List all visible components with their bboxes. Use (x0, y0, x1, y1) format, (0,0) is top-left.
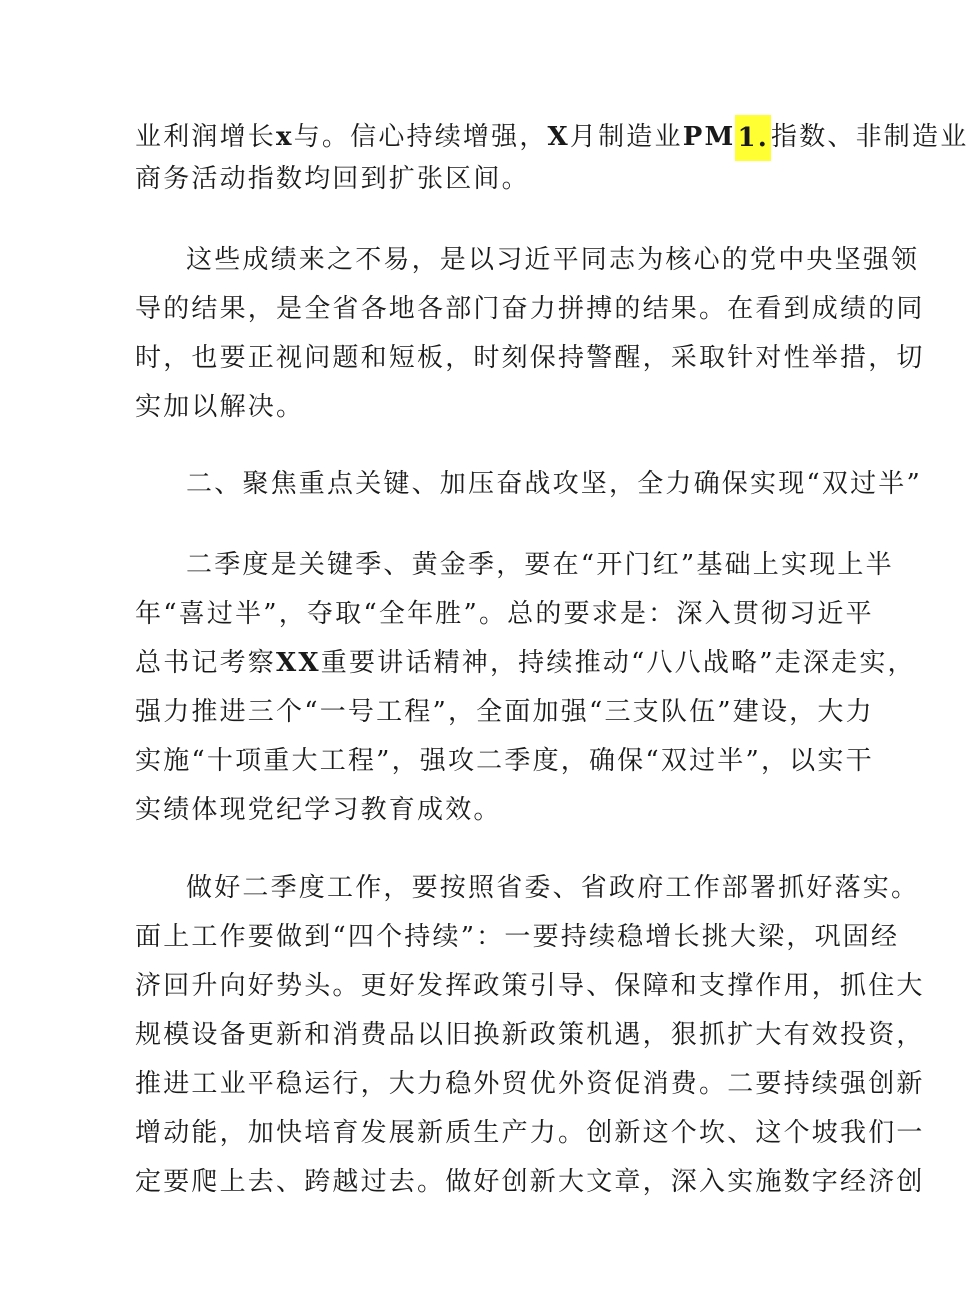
text-run-bold: x (276, 122, 294, 152)
text-run-bold: XX (276, 648, 321, 678)
text-run: 重要讲话精神，持续推动“八八战略”走深走实， (320, 648, 916, 678)
paragraph-3-line-4: 强力推进三个“一号工程”，全面加强“三支队伍”建设，大力 (135, 697, 874, 727)
text-run: 总书记考察 (135, 648, 277, 678)
paragraph-1-line-2: 商务活动指数均回到扩张区间。 (135, 164, 530, 194)
section-heading-2: 二、聚焦重点关键、加压奋战攻坚，全力确保实现“双过半” (186, 469, 922, 499)
text-run: 业利润增长 (135, 122, 277, 152)
paragraph-4-line-5: 推进工业平稳运行，大力稳外贸优外资促消费。二要持续强创新 (135, 1069, 925, 1099)
text-run: 月制造业 (569, 122, 683, 152)
paragraph-2-line-1: 这些成绩来之不易，是以习近平同志为核心的党中央坚强领 (186, 245, 920, 275)
paragraph-4-line-6: 增动能，加快培育发展新质生产力。创新这个坎、这个坡我们一 (135, 1118, 925, 1148)
paragraph-4-line-3: 济回升向好势头。更好发挥政策引导、保障和支撑作用，抓住大 (135, 971, 925, 1001)
paragraph-3-line-3 (135, 647, 916, 679)
paragraph-2-line-4: 实加以解决。 (135, 392, 305, 422)
paragraph-2-line-3: 时，也要正视问题和短板，时刻保持警醒，采取针对性举措，切 (135, 343, 925, 373)
highlighted-text: 1. (735, 115, 771, 161)
text-run-bold: PM (682, 122, 736, 152)
paragraph-4-line-1: 做好二季度工作，要按照省委、省政府工作部署抓好落实。 (186, 873, 920, 903)
paragraph-3-line-1: 二季度是关键季、黄金季，要在“开门红”基础上实现上半 (186, 550, 894, 580)
paragraph-4-line-4: 规模设备更新和消费品以旧换新政策机遇，狠抓扩大有效投资， (135, 1020, 925, 1050)
paragraph-4-line-7: 定要爬上去、跨越过去。做好创新大文章，深入实施数字经济创 (135, 1167, 925, 1197)
paragraph-1-line-1 (135, 115, 968, 153)
text-run-bold: X (547, 122, 570, 152)
paragraph-3-line-6: 实绩体现党纪学习教育成效。 (135, 795, 502, 825)
paragraph-3-line-2: 年“喜过半”，夺取“全年胜”。总的要求是：深入贯彻习近平 (135, 599, 874, 629)
paragraph-2-line-2: 导的结果，是全省各地各部门奋力拼搏的结果。在看到成绩的同 (135, 294, 925, 324)
paragraph-4-line-2: 面上工作要做到“四个持续”：一要持续稳增长挑大梁，巩固经 (135, 922, 900, 952)
paragraph-3-line-5: 实施“十项重大工程”，强攻二季度，确保“双过半”，以实干 (135, 746, 874, 776)
text-run: 与。信心持续增强， (293, 122, 548, 152)
text-run: 指数、非制造业 (771, 122, 968, 152)
